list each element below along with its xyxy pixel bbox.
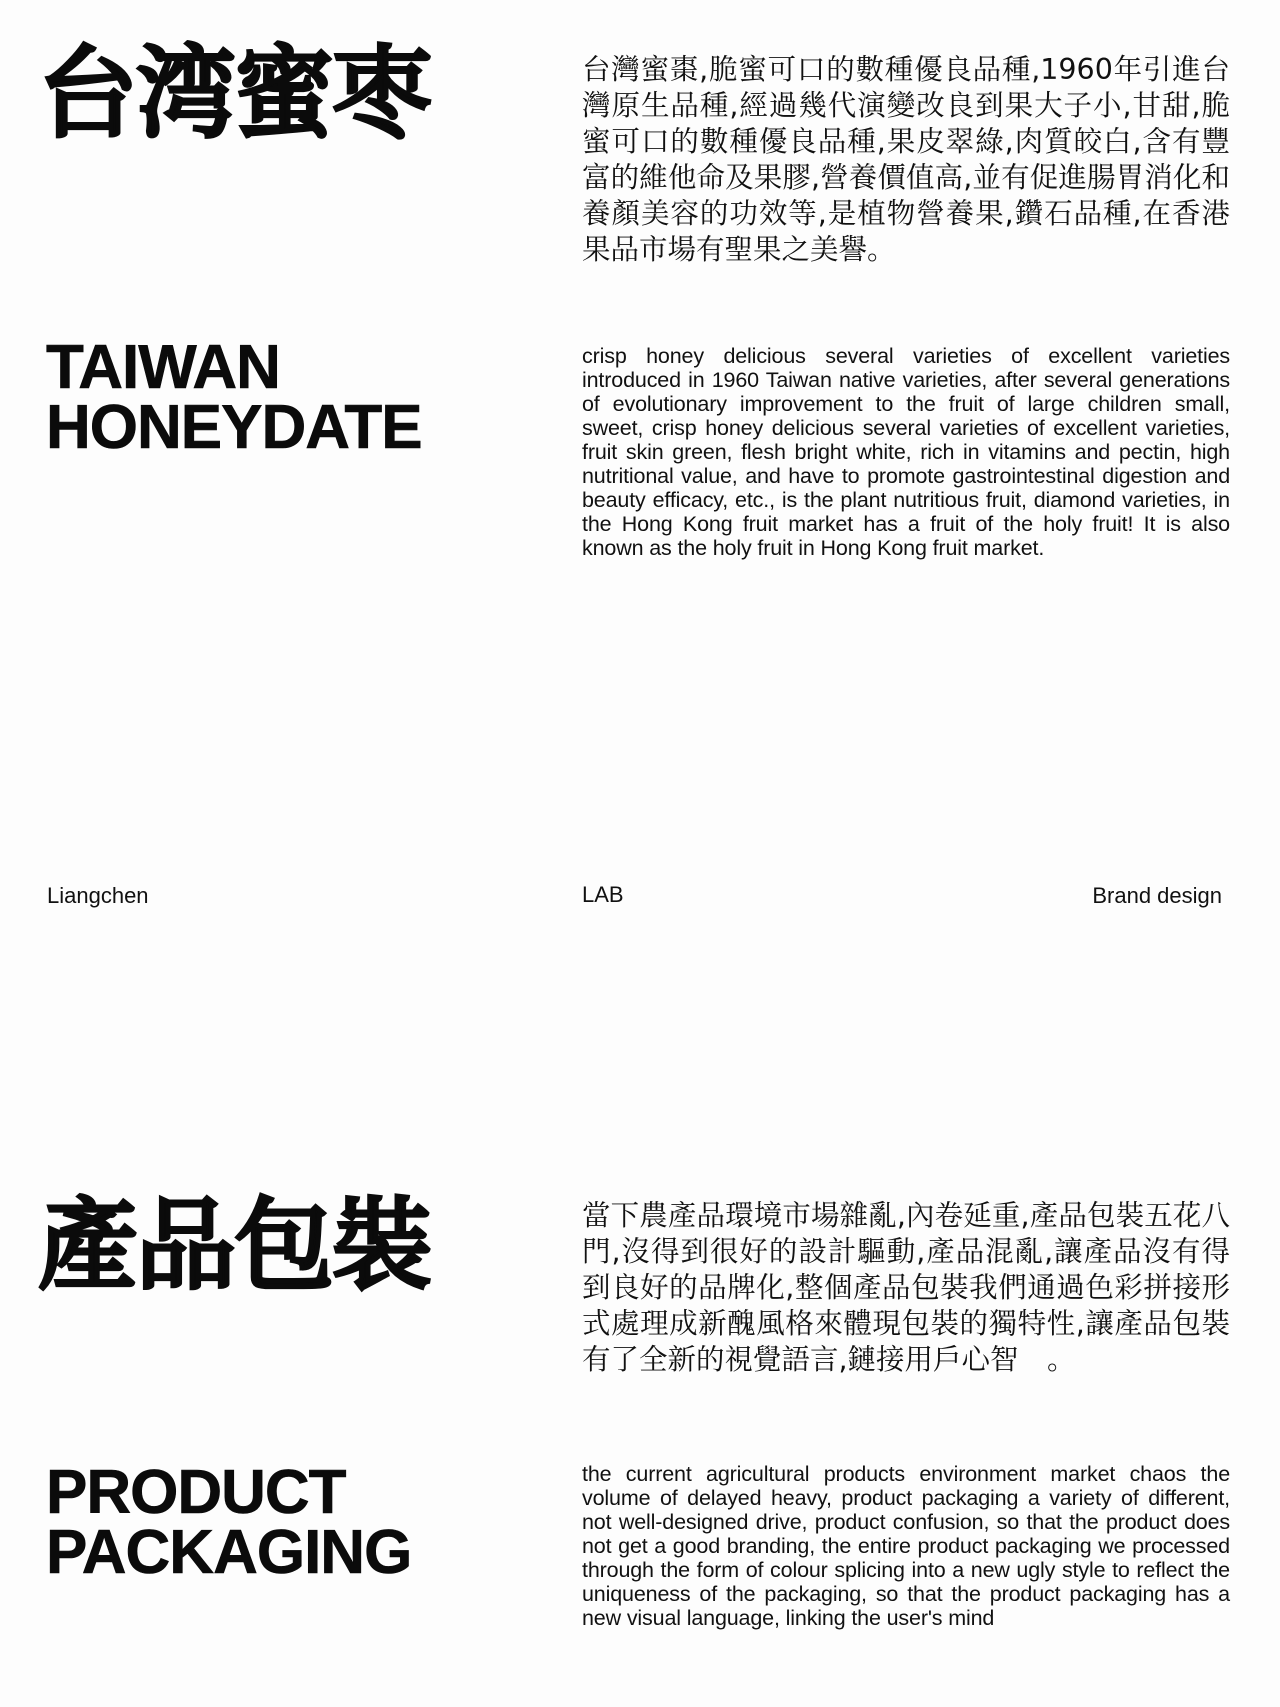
section1-english-body: crisp honey delicious several varieties of excellent varieties introduced in 1960 Taiwan native varieties, after several generations of evolutionary improvement to the fruit of large children small, sweet, crisp honey delicious several varieties of excellent varieties, fruit skin green, flesh bright white, rich in vitamins and pectin, high nutritional value, and have to promote gastrointestinal digestion and beauty efficacy, etc., is the plant nutritious fruit, diamond varieties, in the Hong Kong fruit market has a fruit of the holy fruit! It is also known as the holy fruit in Hong Kong fruit market.	[582, 344, 1230, 560]
section2-chinese-body: 當下農產品環境市場雜亂,內卷延重,產品包裝五花八門,沒得到很好的設計驅動,產品混亂,讓產品沒有得到良好的品牌化,整個產品包裝我們通過色彩拼接形式處理成新醜風格來體現包裝的獨特性,讓產品包裝有了全新的視覺語言,鏈接用戶心智 。	[582, 1199, 1230, 1376]
section2-english-title-line2: PACKAGING	[46, 1518, 412, 1587]
category-label: Brand design	[1092, 883, 1222, 908]
section1-chinese-title: 台湾蜜枣	[38, 35, 430, 152]
section1-english-title	[46, 333, 422, 462]
section1-english-title-line2: HONEYDATE	[46, 393, 422, 462]
section1-chinese-body: 台灣蜜棗,脆蜜可口的數種優良品種,1960年引進台灣原生品種,經過幾代演變改良到果大子小,甘甜,脆蜜可口的數種優良品種,果皮翠綠,肉質皎白,含有豐富的維他命及果膠,營養價值高,並有促進腸胃消化和養顏美容的功效等,是植物營養果,鑽石品種,在香港果品市場有聖果之美譽。	[582, 53, 1230, 266]
lab-label: LAB	[582, 882, 624, 907]
author-label: Liangchen	[47, 883, 149, 908]
section2-english-title	[46, 1458, 412, 1587]
section1-english-title-line1: TAIWAN	[46, 333, 280, 402]
section2-chinese-title: 產品包裝	[38, 1187, 430, 1304]
section2-english-title-line1: PRODUCT	[46, 1458, 346, 1527]
section2-english-body: the current agricultural products environment market chaos the volume of delayed heavy, product packaging a variety of different, not well-designed drive, product confusion, so that the product does not get a good branding, the entire product packaging we processed through the form of colour splicing into a new ugly style to reflect the uniqueness of the packaging, so that the product packaging has a new visual language, linking the user's mind	[582, 1462, 1230, 1630]
